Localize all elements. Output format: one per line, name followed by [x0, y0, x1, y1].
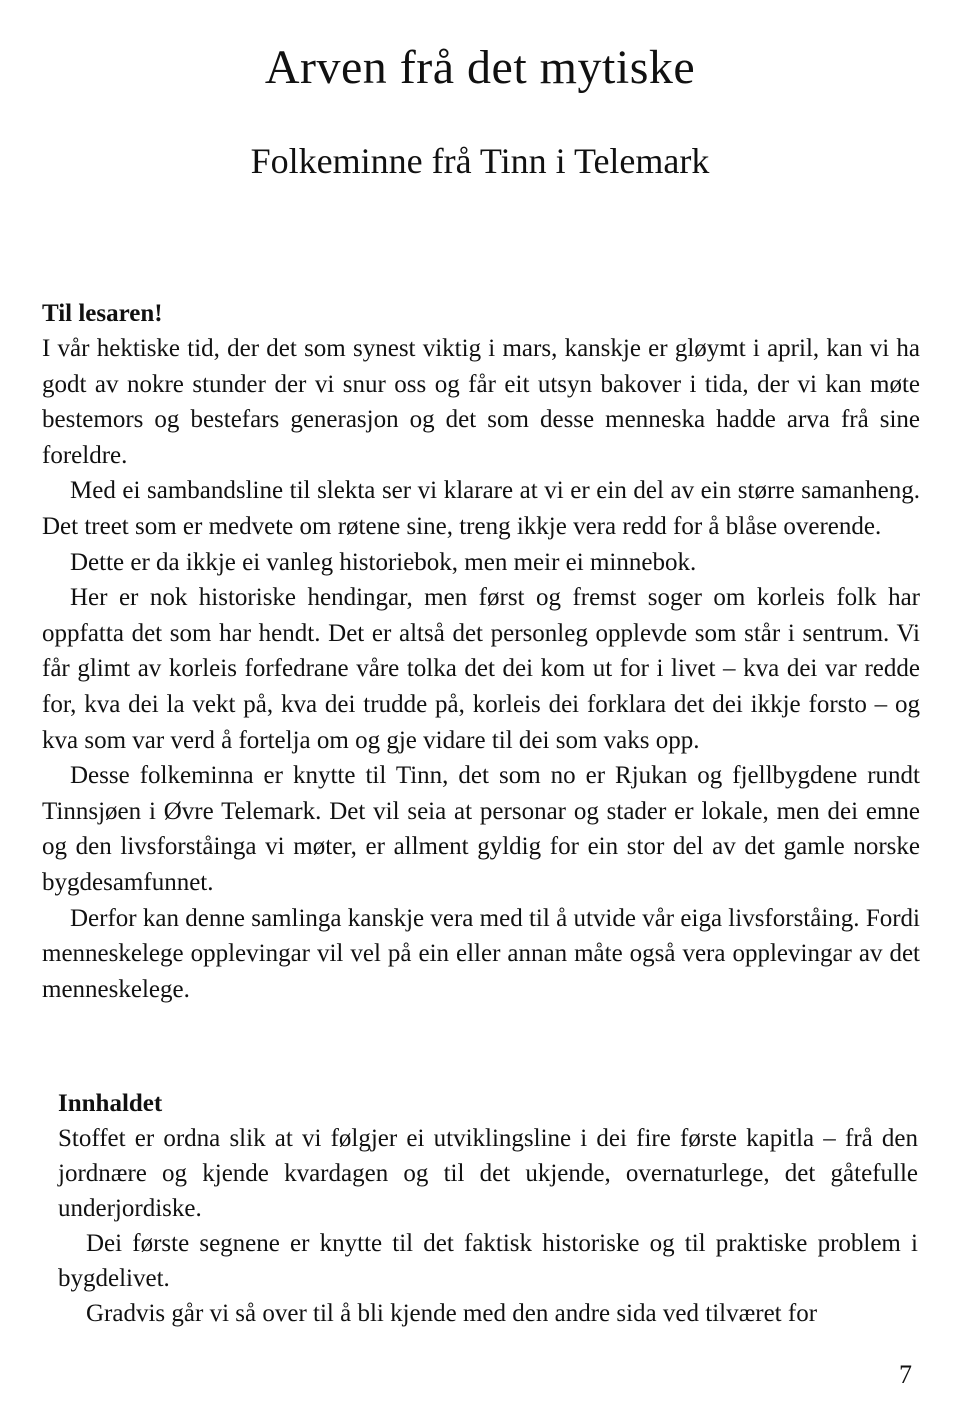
contents-paragraph: Dei første segnene er knytte til det faktisk historiske og til praktiske problem i bygdelivet.	[58, 1230, 918, 1292]
contents-section	[58, 1086, 918, 1331]
contents-paragraph: Stoffet er ordna slik at vi følgjer ei utviklingsline i dei fire første kapitla – frå den jordnære og kjende kvardagen og til det ukjende, overnaturlege, det gåtefulle underjordiske.	[58, 1125, 918, 1222]
intro-paragraph: Desse folkeminna er knytte til Tinn, det som no er Rjukan og fjellbygdene rundt Tinnsjøen i Øvre Telemark. Det vil seia at personar og stader er lokale, men dei emne og den livsforståinga vi møter, er allment gyldig for ein stor del av det gamle norske bygdesamfunnet.	[42, 762, 920, 896]
intro-paragraph: Her er nok historiske hendingar, men først og fremst soger om korleis folk har oppfatta det som har hendt. Det er altså det personleg opplevde som står i sentrum. Vi får glimt av korleis forfedrane våre tolka det dei kom ut for i livet – kva dei var redde for, kva dei la vekt på, kva dei trudde på, korleis dei forklara det dei ikkje forsto – og kva som var verd å fortelja om og gje vidare til dei som vaks opp.	[42, 584, 920, 754]
intro-section	[42, 296, 920, 1007]
contents-paragraph: Gradvis går vi så over til å bli kjende med den andre sida ved tilværet for	[86, 1300, 818, 1327]
intro-heading: Til lesaren!	[42, 300, 163, 327]
intro-paragraph: Med ei sambandsline til slekta ser vi klarare at vi er ein del av ein større samanheng. Det treet som er medvete om røtene sine, treng ikkje vera redd for å blåse overende.	[42, 477, 920, 540]
intro-paragraph: Derfor kan denne samlinga kanskje vera med til å utvide vår eiga livsforståing. Fordi menneskelege opplevingar vil vel på ein eller annan måte også vera opplevingar av det menneskelege.	[42, 904, 920, 1003]
page-number: 7	[899, 1360, 912, 1389]
intro-paragraph: I vår hektiske tid, der det som synest viktig i mars, kanskje er gløymt i april, kan vi ha godt av nokre stunder der vi snur oss og får eit utsyn bakover i tida, der vi kan møte bestemors og bestefars generasjon og det som desse menneska hadde arva frå sine foreldre.	[42, 335, 920, 469]
intro-paragraph: Dette er da ikkje ei vanleg historiebok, men meir ei minnebok.	[70, 548, 697, 576]
contents-heading: Innhaldet	[58, 1090, 163, 1117]
page-title: Arven frå det mytiske	[264, 41, 696, 94]
page-subtitle: Folkeminne frå Tinn i Telemark	[250, 141, 710, 181]
